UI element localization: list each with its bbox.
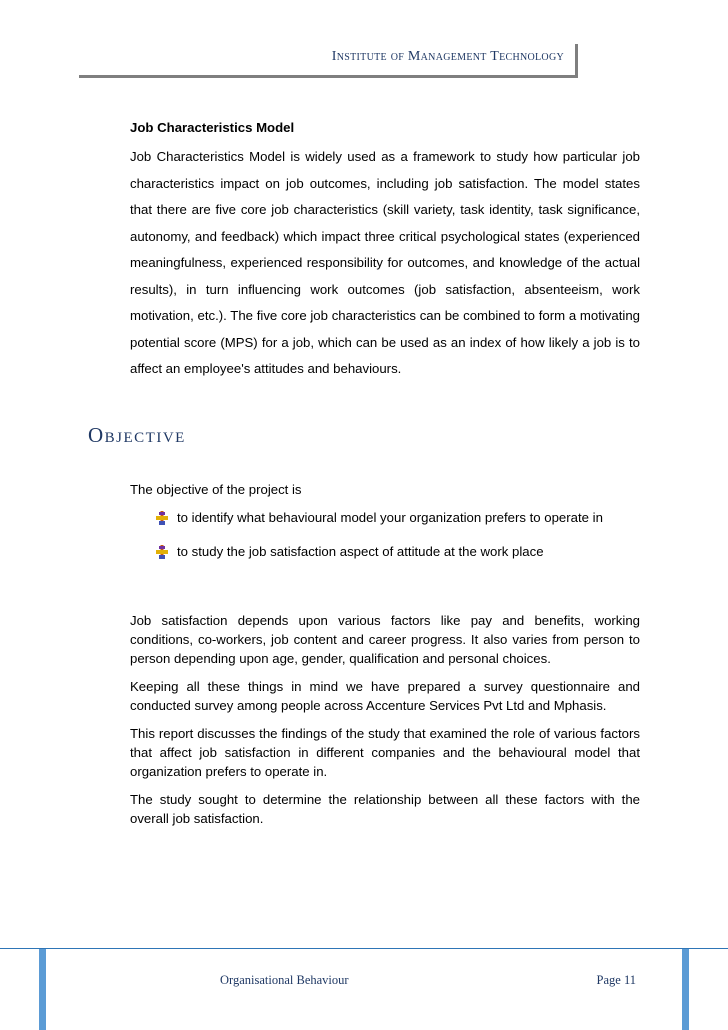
footer-bar-left <box>39 949 46 1030</box>
bullet-text: to identify what behavioural model your organization prefers to operate in <box>177 510 603 525</box>
bullet-icon <box>156 545 168 559</box>
header-rule <box>79 75 575 78</box>
job-characteristics-section <box>130 120 640 383</box>
footer-course: Organisational Behaviour <box>220 973 349 987</box>
footer-bar-right <box>682 949 689 1030</box>
paragraph-job-satisfaction: Job satisfaction depends upon various factors like pay and benefits, working conditions, co-workers, job content and career progress. It also varies from person to person depending upon age, gender, qualification and personal choices. <box>130 613 640 666</box>
paragraph-survey: Keeping all these things in mind we have prepared a survey questionnaire and conducted survey among people across Accenture Services Pvt Ltd and Mphasis. <box>130 679 640 713</box>
footer-rule <box>0 948 728 949</box>
jcm-paragraph: Job Characteristics Model is widely used as a framework to study how particular job characteristics impact on job outcomes, including job satisfaction. The model states that there are five core job characteristics (skill variety, task identity, task significance, autonomy, and feedback) which impact three critical psychological states (experienced meaningfulness, experienced responsibility for outcomes, and knowledge of the actual results), in turn influencing work outcomes (job satisfaction, absenteeism, work motivation, etc.). The five core job characteristics can be combined to form a motivating potential score (MPS) for a job, which can be used as an index of how likely a job is to affect an employee's attitudes and behaviours. <box>130 149 640 376</box>
header-divider <box>575 44 578 78</box>
objective-intro: The objective of the project is <box>130 482 302 497</box>
paragraph-study: The study sought to determine the relationship between all these factors with the overall job satisfaction. <box>130 792 640 826</box>
bullet-icon <box>156 511 168 525</box>
header-title: Institute of Management Technology <box>331 49 564 64</box>
page-number: Page 11 <box>596 973 636 987</box>
paragraph-report: This report discusses the findings of the study that examined the role of various factors that affect job satisfaction in different companies and the behavioural model that organization prefers to operate in. <box>130 726 640 779</box>
jcm-title: Job Characteristics Model <box>130 120 295 135</box>
objective-body <box>130 611 640 837</box>
objective-heading: Objective <box>88 423 186 447</box>
bullet-text: to study the job satisfaction aspect of attitude at the work place <box>177 544 544 559</box>
